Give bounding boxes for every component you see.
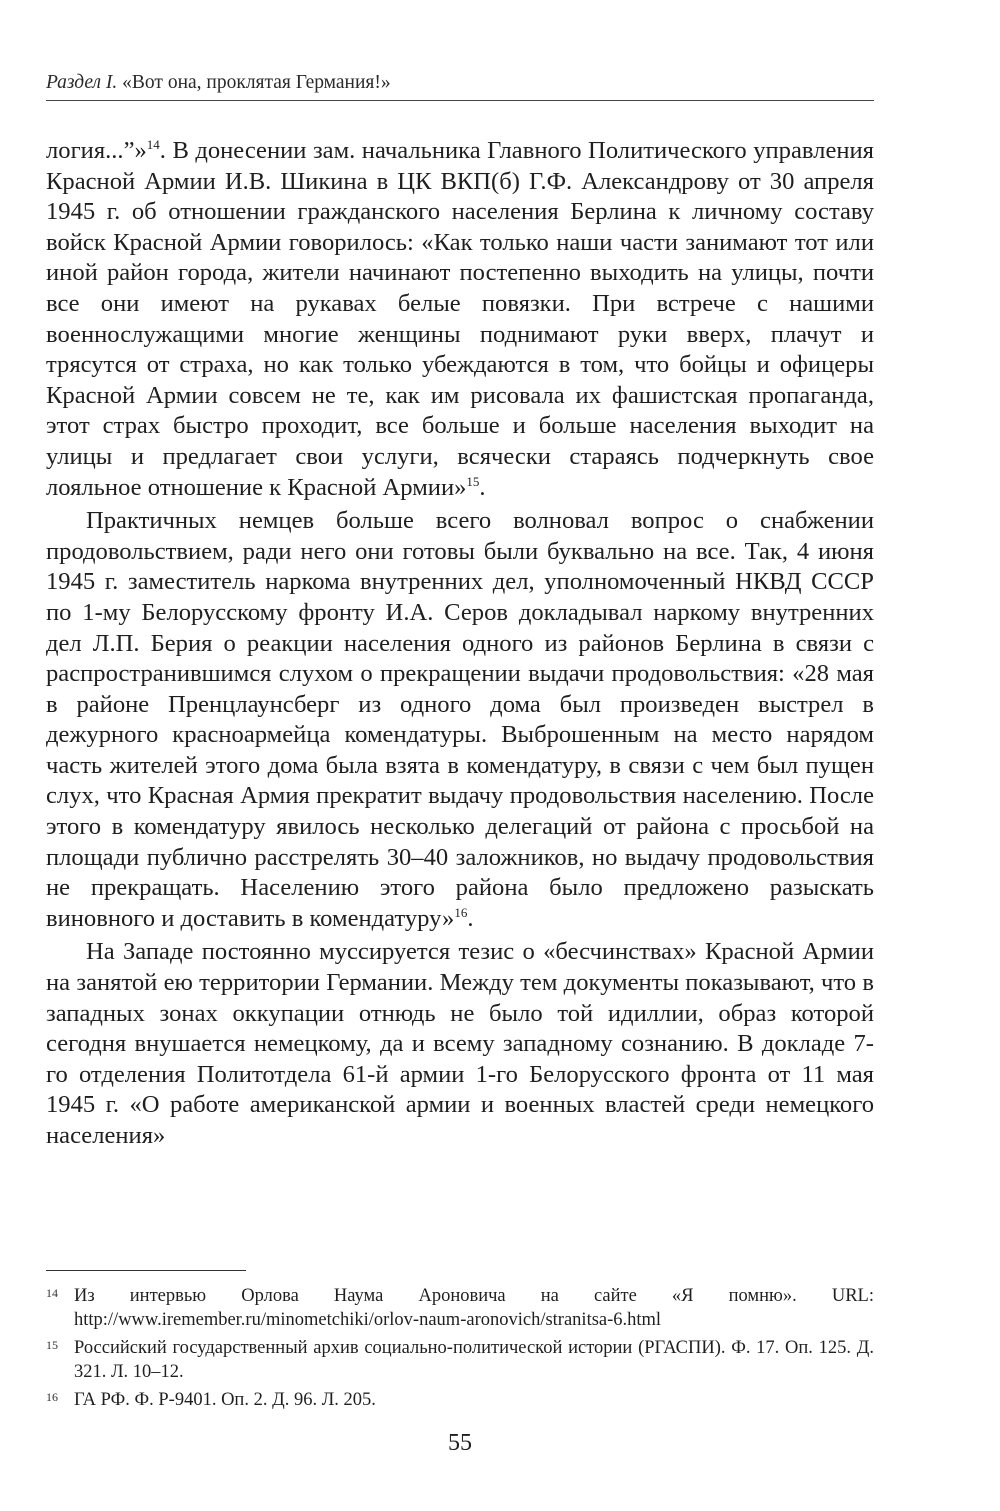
footnote: [46, 1284, 874, 1332]
footnotes: [46, 1284, 874, 1416]
footnote-text: ГА РФ. Ф. Р-9401. Оп. 2. Д. 96. Л. 205.: [74, 1390, 376, 1410]
footnote-ref-14[interactable]: 14: [146, 136, 160, 152]
paragraph-3-text: На Западе постоянно муссируется тезис о «бесчинствах» Красной Армии на занятой ею территории Германии. Между тем документы показывают, что в западных зонах оккупации отнюдь не было той идиллии, образ которой сегодня внушается немецкому, да и всему западному сознанию. В докладе 7-го отделения Политотдела 61-й армии 1-го Белорусского фронта от 11 мая 1945 г. «О работе американской армии и военных властей среди немецкого населения»: [46, 938, 874, 1149]
footnote-text: Из интервью Орлова Наума Ароновича на сайте «Я помню». URL: http://www.iremember.ru/minometchiki/orlov-naum-aronovich/stranitsa-6.html: [74, 1286, 874, 1330]
footnote: [46, 1388, 874, 1412]
running-header: [46, 70, 874, 101]
footnote-divider: [46, 1270, 246, 1271]
footnote-ref-15[interactable]: 15: [466, 473, 480, 489]
paragraph-1: [46, 136, 874, 503]
page-number: 55: [448, 1430, 472, 1456]
footnote-number: 15: [46, 1338, 58, 1352]
paragraph-1-end: .: [479, 473, 486, 501]
paragraph-1-text-b: . В донесении зам. начальника Главного Политического управления Красной Армии И.В. Шикина в ЦК ВКП(б) Г.Ф. Александрову от 30 апреля 1945 г. об отношении гражданского населения Берлина к личному составу войск Красной Армии говорилось: «Как только наши части занимают тот или иной район города, жители начинают постепенно выходить на улицы, почти все они имеют на рукавах белые повязки. При встрече с нашими военнослужащими многие женщины поднимают руки вверх, плачут и трясутся от страха, но как только убеждаются в том, что бойцы и офицеры Красной Армии совсем не те, как им рисовала их фашистская пропаганда, этот страх быстро проходит, все больше и больше населения выходит на улицы и предлагает свои услуги, всячески стараясь подчеркнуть свое лояльное отношение к Красной Армии»: [46, 137, 874, 501]
paragraph-2-text: Практичных немцев больше всего волновал вопрос о снабжении продовольствием, ради него они готовы были буквально на все. Так, 4 июня 1945 г. заместитель наркома внутренних дел, уполномоченный НКВД СССР по 1-му Белорусскому фронту И.А. Серов докладывал наркому внутренних дел Л.П. Берия о реакции населения одного из районов Берлина в связи с распространившимся слухом о прекращении выдачи продовольствия: «28 мая в районе Пренцлаунсберг из одного дома был произведен выстрел в дежурного красноармейца комендатуры. Выброшенным на место нарядом часть жителей этого дома была взята в комендатуру, в связи с чем был пущен слух, что Красная Армия прекратит выдачу продовольствия населению. После этого в комендатуру явилось несколько делегаций от района с просьбой на площади публично расстрелять 30–40 заложников, но выдачу продовольствия не прекращать. Населению этого района было предложено разыскать виновного и доставить в комендатуру»: [46, 507, 874, 932]
header-title: «Вот она, проклятая Германия!»: [122, 72, 391, 93]
footnote-number: 14: [46, 1286, 58, 1300]
paragraph-2: [46, 506, 874, 934]
main-text: [46, 136, 874, 1152]
paragraph-1-text-a: логия...”»: [46, 137, 147, 164]
footnote-number: 16: [46, 1390, 58, 1404]
paragraph-2-end: .: [467, 904, 474, 932]
footnote-ref-16[interactable]: 16: [454, 904, 468, 920]
paragraph-3: [46, 937, 874, 1151]
footnote: [46, 1336, 874, 1384]
header-section: Раздел I.: [46, 72, 118, 93]
footnote-text: Российский государственный архив социально-политической истории (РГАСПИ). Ф. 17. Оп. 125. Д. 321. Л. 10–12.: [74, 1338, 874, 1382]
